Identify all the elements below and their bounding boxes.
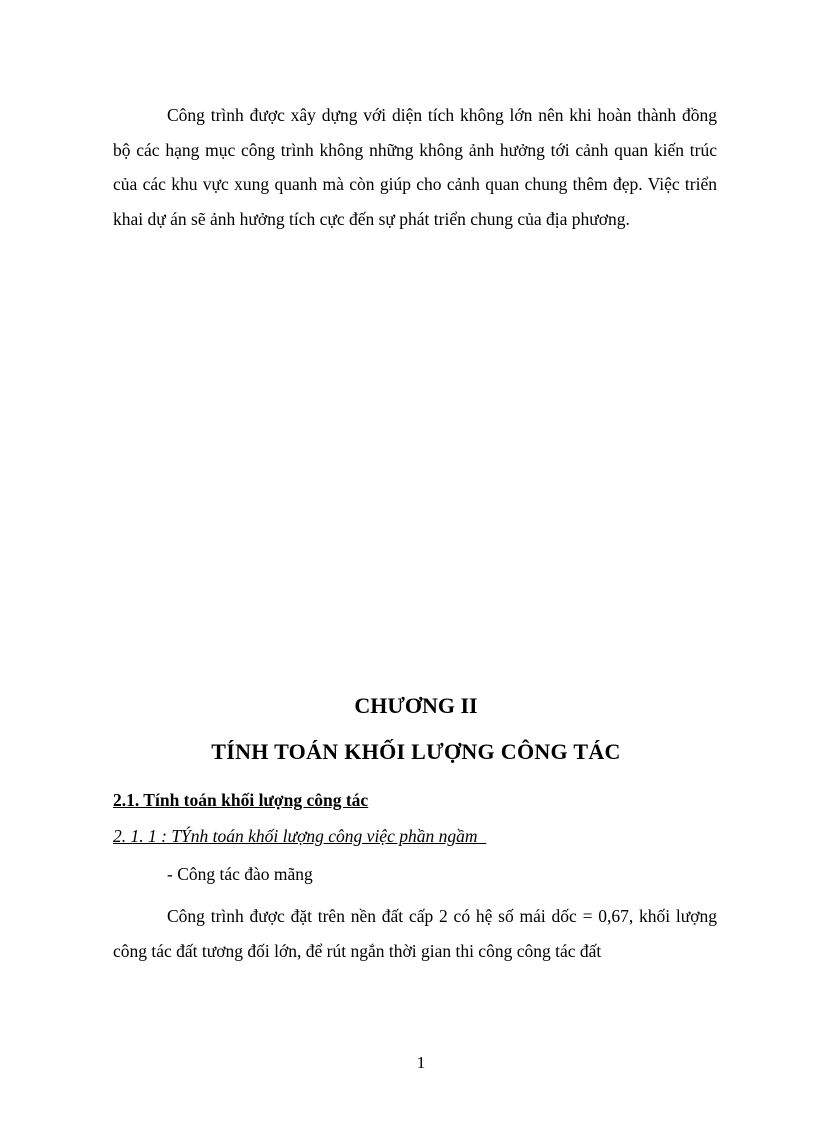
page-number: 1 bbox=[416, 1053, 426, 1072]
chapter-title: TÍNH TOÁN KHỐI LƯỢNG CÔNG TÁC bbox=[211, 739, 621, 764]
bullet-item: - Công tác đào mãng bbox=[167, 864, 313, 884]
section-heading: 2.1. Tính toán khối lượng công tác bbox=[113, 790, 369, 810]
chapter-number: CHƯƠNG II bbox=[354, 693, 478, 718]
intro-paragraph: Công trình được xây dựng với diện tích không lớn nên khi hoàn thành đồng bộ các hạng mục công trình không những không ảnh hưởng tới cảnh quan kiến trúc của các khu vực xung quanh mà còn giúp cho cảnh quan chung thêm đẹp. Việc triển khai dự án sẽ ảnh hưởng tích cực đến sự phát triển chung của địa phương. bbox=[113, 105, 717, 229]
subsection-heading: 2. 1. 1 : TÝnh toán khối lượng công việc phần ngầm bbox=[113, 826, 487, 846]
body-paragraph: Công trình được đặt trên nền đất cấp 2 có hệ số mái dốc = 0,67, khối lượng công tác đất tương đối lớn, để rút ngắn thời gian thi công công tác đất bbox=[113, 906, 717, 961]
